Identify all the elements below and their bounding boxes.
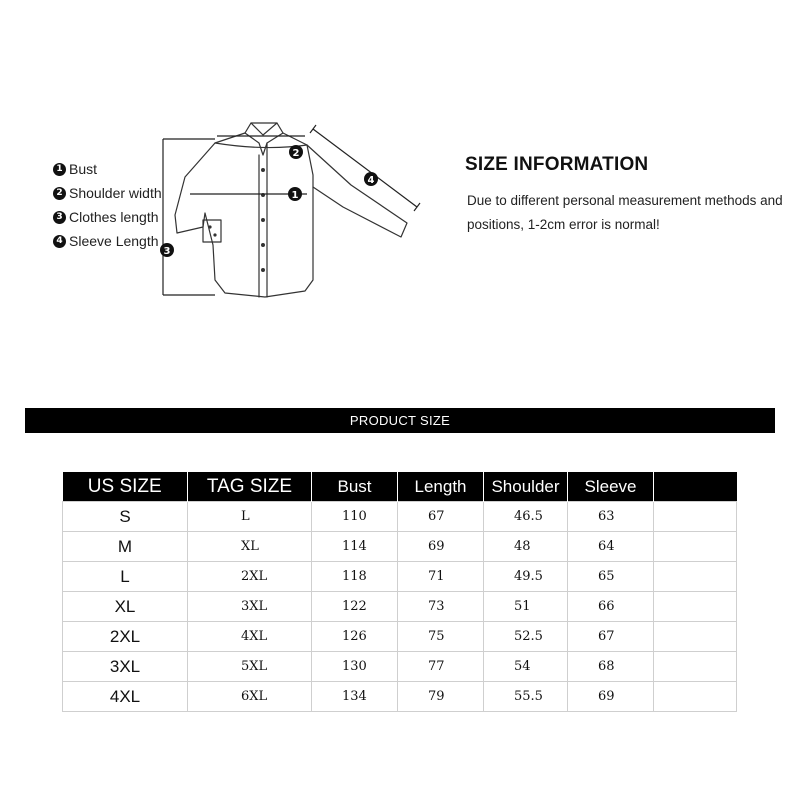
cell-us-size: M <box>63 532 188 562</box>
cell-tag-size: 5XL <box>188 652 312 682</box>
cell-bust: 118 <box>312 562 398 592</box>
cell-empty <box>654 652 737 682</box>
cell-tag-size: 6XL <box>188 682 312 712</box>
cell-length: 73 <box>398 592 484 622</box>
svg-text:2: 2 <box>292 148 300 159</box>
size-table <box>62 472 737 712</box>
cell-length: 75 <box>398 622 484 652</box>
cell-length: 77 <box>398 652 484 682</box>
cell-empty <box>654 532 737 562</box>
svg-text:3: 3 <box>163 246 171 257</box>
cell-length: 71 <box>398 562 484 592</box>
svg-text:4: 4 <box>367 175 375 186</box>
table-header-row <box>63 472 737 502</box>
legend-label: Bust <box>69 161 98 177</box>
cell-sleeve: 69 <box>568 682 654 712</box>
cell-shoulder: 46.5 <box>484 502 568 532</box>
cell-us-size: 4XL <box>63 682 188 712</box>
size-info-note: Due to different personal measurement methods and positions, 1-2cm error is normal! <box>467 193 783 232</box>
marker-3 <box>160 243 174 257</box>
cell-empty <box>654 592 737 622</box>
measurement-legend <box>53 157 162 253</box>
cell-sleeve: 63 <box>568 502 654 532</box>
marker-2 <box>289 145 303 159</box>
legend-item-length <box>53 205 162 229</box>
legend-label: Shoulder width <box>69 185 162 201</box>
table-row <box>63 682 737 712</box>
number-2-icon: 2 <box>53 187 66 200</box>
cell-tag-size: 4XL <box>188 622 312 652</box>
table-row <box>63 502 737 532</box>
header-sleeve: Sleeve <box>568 472 654 502</box>
legend-label: Sleeve Length <box>69 233 159 249</box>
legend-item-sleeve <box>53 229 162 253</box>
table-row <box>63 592 737 622</box>
cell-sleeve: 68 <box>568 652 654 682</box>
cell-bust: 114 <box>312 532 398 562</box>
legend-item-bust <box>53 157 162 181</box>
cell-bust: 134 <box>312 682 398 712</box>
cell-us-size: 2XL <box>63 622 188 652</box>
table-row <box>63 652 737 682</box>
cell-us-size: 3XL <box>63 652 188 682</box>
cell-tag-size: 3XL <box>188 592 312 622</box>
number-3-icon: 3 <box>53 211 66 224</box>
cell-tag-size: XL <box>188 532 312 562</box>
cell-shoulder: 55.5 <box>484 682 568 712</box>
cell-empty <box>654 622 737 652</box>
product-size-bar: PRODUCT SIZE <box>25 408 775 433</box>
header-empty <box>654 472 737 502</box>
cell-tag-size: L <box>188 502 312 532</box>
cell-shoulder: 48 <box>484 532 568 562</box>
legend-item-shoulder <box>53 181 162 205</box>
cell-us-size: L <box>63 562 188 592</box>
svg-text:1: 1 <box>291 190 299 201</box>
header-length: Length <box>398 472 484 502</box>
cell-sleeve: 67 <box>568 622 654 652</box>
table-row <box>63 622 737 652</box>
cell-bust: 110 <box>312 502 398 532</box>
cell-shoulder: 51 <box>484 592 568 622</box>
cell-length: 69 <box>398 532 484 562</box>
header-us-size: US SIZE <box>63 472 188 502</box>
cell-shoulder: 52.5 <box>484 622 568 652</box>
header-shoulder: Shoulder <box>484 472 568 502</box>
cell-sleeve: 64 <box>568 532 654 562</box>
cell-us-size: XL <box>63 592 188 622</box>
cell-empty <box>654 562 737 592</box>
cell-bust: 130 <box>312 652 398 682</box>
cell-sleeve: 66 <box>568 592 654 622</box>
marker-1 <box>288 187 302 201</box>
cell-bust: 122 <box>312 592 398 622</box>
header-bust: Bust <box>312 472 398 502</box>
size-info-title: SIZE INFORMATION <box>465 154 649 175</box>
table-row <box>63 532 737 562</box>
cell-length: 79 <box>398 682 484 712</box>
cell-us-size: S <box>63 502 188 532</box>
cell-tag-size: 2XL <box>188 562 312 592</box>
header-tag-size: TAG SIZE <box>188 472 312 502</box>
marker-4 <box>364 172 378 186</box>
table-row <box>63 562 737 592</box>
cell-bust: 126 <box>312 622 398 652</box>
cell-empty <box>654 502 737 532</box>
cell-empty <box>654 682 737 712</box>
legend-label: Clothes length <box>69 209 159 225</box>
cell-sleeve: 65 <box>568 562 654 592</box>
cell-length: 67 <box>398 502 484 532</box>
shirt-diagram <box>155 115 430 305</box>
number-1-icon: 1 <box>53 163 66 176</box>
cell-shoulder: 49.5 <box>484 562 568 592</box>
number-4-icon: 4 <box>53 235 66 248</box>
cell-shoulder: 54 <box>484 652 568 682</box>
